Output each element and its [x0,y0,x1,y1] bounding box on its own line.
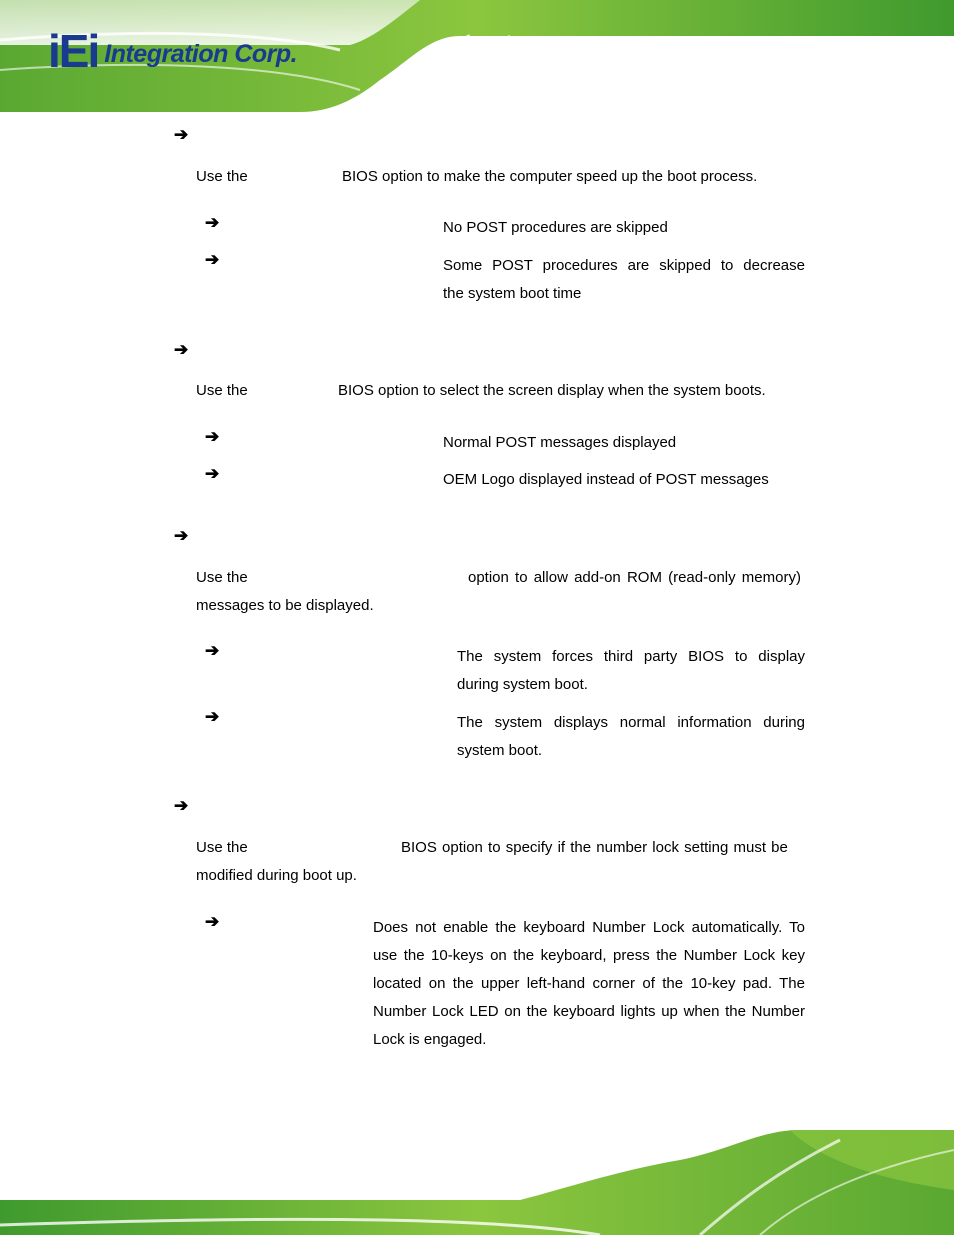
intro-prefix: Use the [196,168,248,185]
option-arrow-icon: ➔ [205,912,220,931]
option-description: Normal POST messages displayed [443,434,677,451]
section-arrow-icon: ➔ [174,526,189,545]
option-description: OEM Logo displayed instead of POST messages [443,471,769,488]
option-arrow-icon: ➔ [205,213,220,232]
footer-banner [0,1130,954,1235]
company-logo [48,25,298,77]
intro-continuation: modified during boot up. [196,867,357,884]
footer-graphic [0,1130,954,1235]
intro-suffix: BIOS option to make the computer speed up the boot process. [342,168,758,185]
option-description: Some POST procedures are skipped to decrease the system boot time [443,257,805,302]
logo-name: Integration Corp. [104,40,298,68]
section-arrow-icon: ➔ [174,125,189,144]
section-arrow-icon: ➔ [174,340,189,359]
option-description: The system forces third party BIOS to display during system boot. [457,648,805,693]
header-banner [0,0,954,115]
intro-prefix: Use the [196,569,248,586]
intro-suffix: option to allow add-on ROM (read-only memory) [468,569,801,586]
option-arrow-icon: ➔ [205,464,220,483]
intro-suffix: BIOS option to select the screen display when the system boots. [338,382,766,399]
intro-prefix: Use the [196,839,248,856]
intro-continuation: messages to be displayed. [196,597,374,614]
option-arrow-icon: ➔ [205,641,220,660]
option-description: The system displays normal information during system boot. [457,714,805,759]
option-description: No POST procedures are skipped [443,219,668,236]
option-arrow-icon: ➔ [205,707,220,726]
intro-suffix: BIOS option to specify if the number lock setting must be [401,839,788,856]
section-arrow-icon: ➔ [174,796,189,815]
option-description: Does not enable the keyboard Number Lock automatically. To use the 10-keys on the keyboard, press the Number Lock key located on the upper left-hand corner of the 10-key pad. The Number Lock LED on the keyboard lights up when the Number Lock is engaged. [373,919,805,1048]
option-arrow-icon: ➔ [205,427,220,446]
option-arrow-icon: ➔ [205,250,220,269]
logo-mark: iEi [48,25,99,77]
intro-prefix: Use the [196,382,248,399]
